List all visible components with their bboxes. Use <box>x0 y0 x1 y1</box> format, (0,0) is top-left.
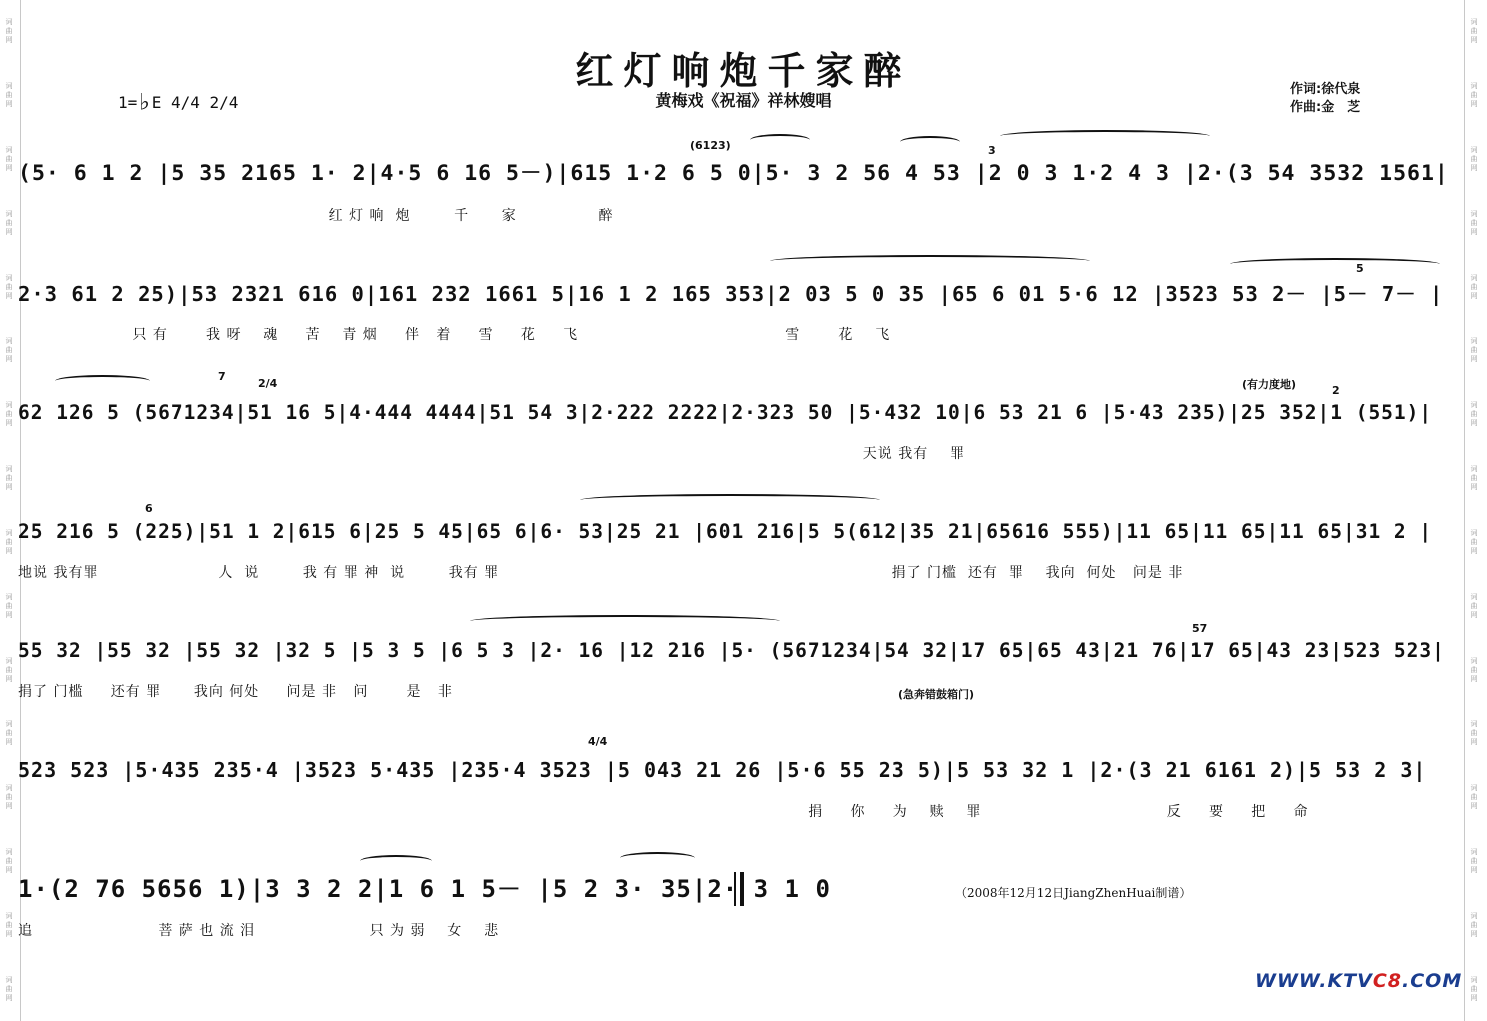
right-edge-watermark <box>1467 0 1481 1021</box>
annotation-forceful: (有力度地) <box>1242 378 1297 391</box>
edge-text: 词曲网 <box>1470 911 1478 938</box>
edge-text: 词曲网 <box>5 146 13 173</box>
edge-text: 词曲网 <box>1470 656 1478 683</box>
edge-text: 词曲网 <box>5 209 13 236</box>
edge-text: 词曲网 <box>1470 847 1478 874</box>
left-edge-watermark <box>2 0 16 1021</box>
slur <box>360 855 432 867</box>
lyrics-row-3: 天说 我有 罪 <box>18 446 966 462</box>
grace-note-2: 2 <box>1332 384 1340 397</box>
grace-note-5: 5 <box>1356 262 1364 275</box>
edge-text: 词曲网 <box>1470 465 1478 492</box>
edge-text: 词曲网 <box>1470 146 1478 173</box>
edge-text: 词曲网 <box>5 273 13 300</box>
annotation-6123: (6123) <box>690 139 731 152</box>
notation-row-5: 55 32 |55 32 |55 32 |32 5 |5 3 5 |6 5 3 |2· 16 |12 216 |5· (5671234|54 32|17 65|65 43|21 76|17 65|43 23|523 523| <box>18 639 1445 662</box>
edge-text: 词曲网 <box>5 911 13 938</box>
watermark-prefix: WWW.KTV <box>1255 970 1373 992</box>
final-barline <box>734 872 744 906</box>
slur <box>1230 258 1440 270</box>
key-prefix: 1= <box>118 93 138 112</box>
edge-text: 词曲网 <box>5 82 13 109</box>
slur <box>1000 130 1210 142</box>
edge-text: 词曲网 <box>1470 528 1478 555</box>
edge-text: 词曲网 <box>5 465 13 492</box>
lyrics-row-1: 红 灯 响 炮 千 家 醉 <box>18 208 614 224</box>
edge-text: 词曲网 <box>5 337 13 364</box>
edge-text: 词曲网 <box>1470 720 1478 747</box>
slur <box>55 375 150 387</box>
notation-row-4: 25 216 5 (225)|51 1 2|615 6|25 5 45|65 6|6· 53|25 21 |601 216|5 5(612|35 21|65616 555)|11 65|11 65|11 65|31 2 | <box>18 520 1433 543</box>
lyrics-row-6: 捐 你 为 赎 罪 反 要 把 命 <box>18 804 1309 820</box>
edge-text: 词曲网 <box>1470 209 1478 236</box>
slur <box>750 134 810 146</box>
notation-row-7: 1·(2 76 5656 1)|3 3 2 2|1 6 1 5－ |5 2 3· 35|2· 3 1 0 <box>18 875 831 903</box>
time-signature: 4/4 2/4 <box>171 93 239 112</box>
edge-text: 词曲网 <box>1470 82 1478 109</box>
transcription-note: （2008年12月12日JiangZhenHuai制谱） <box>955 886 1192 900</box>
grace-note-7: 7 <box>218 370 226 383</box>
annotation-drum: (急奔错鼓箱门) <box>898 688 975 701</box>
edge-text: 词曲网 <box>1470 337 1478 364</box>
edge-text: 词曲网 <box>1470 592 1478 619</box>
slur <box>900 136 960 148</box>
edge-text: 词曲网 <box>5 18 13 45</box>
edge-text: 词曲网 <box>5 592 13 619</box>
edge-text: 词曲网 <box>1470 18 1478 45</box>
score-title: 红灯响炮千家醉 <box>575 48 912 93</box>
site-watermark <box>1255 970 1462 992</box>
edge-text: 词曲网 <box>5 847 13 874</box>
credits <box>1290 81 1360 117</box>
grace-note-6: 6 <box>145 502 153 515</box>
score-subtitle: 黄梅戏《祝福》祥林嫂唱 <box>655 91 832 110</box>
grace-note-57: 57 <box>1192 622 1208 635</box>
edge-text: 词曲网 <box>5 784 13 811</box>
edge-text: 词曲网 <box>1470 401 1478 428</box>
right-border-line <box>1464 0 1465 1021</box>
edge-text: 词曲网 <box>5 720 13 747</box>
time-signature-4-4: 4/4 <box>588 735 608 748</box>
slur <box>580 494 880 506</box>
notation-row-6: 523 523 |5·435 235·4 |3523 5·435 |235·4 3523 |5 043 21 26 |5·6 55 23 5)|5 53 32 1 |2·(3 21 6161 2)|5 53 2 3| <box>18 758 1427 782</box>
notation-row-1: (5· 6 1 2 |5 35 2165 1· 2|4·5 6 16 5－)|615 1·2 6 5 0|5· 3 2 56 4 53 |2 0 3 1·2 4 3 |2·(3 54 3532 1561| <box>18 161 1449 186</box>
left-border-line <box>20 0 21 1021</box>
edge-text: 词曲网 <box>1470 784 1478 811</box>
lyrics-row-4: 地说 我有罪 人 说 我 有 罪 神 说 我有 罪 捐了 门槛 还有 罪 我向 何处 问是 非 <box>18 565 1184 581</box>
slur <box>620 852 695 864</box>
edge-text: 词曲网 <box>5 975 13 1002</box>
time-signature-2-4: 2/4 <box>258 377 278 390</box>
edge-text: 词曲网 <box>1470 975 1478 1002</box>
notation-row-2: 2·3 61 2 25)|53 2321 616 0|161 232 1661 5|16 1 2 165 353|2 03 5 0 35 |65 6 01 5·6 12 |3523 53 2－ |5－ 7－ | <box>18 282 1444 306</box>
key-note: E <box>151 93 162 112</box>
edge-text: 词曲网 <box>5 401 13 428</box>
edge-text: 词曲网 <box>1470 273 1478 300</box>
lyrics-row-5: 捐了 门槛 还有 罪 我向 何处 问是 非 问 是 非 <box>18 684 453 700</box>
key-signature <box>118 88 238 116</box>
lyricist-credit: 作词:徐代泉 <box>1290 82 1361 97</box>
lyrics-row-2: 只 有 我 呀 魂 苦 青 烟 伴 着 雪 花 飞 雪 花 飞 <box>18 327 891 343</box>
edge-text: 词曲网 <box>5 528 13 555</box>
notation-row-3: 62 126 5 (5671234|51 16 5|4·444 4444|51 54 3|2·222 2222|2·323 50 |5·432 10|6 53 21 6 |5·43 235)|25 352|1 (551)| <box>18 401 1433 424</box>
lyrics-row-7: 追 菩 萨 也 流 泪 只 为 弱 女 悲 <box>18 923 500 939</box>
composer-credit: 作曲:金 芝 <box>1290 100 1361 115</box>
grace-note-3: 3 <box>988 144 996 157</box>
slur <box>770 255 1090 267</box>
flat-sign: ♭ <box>137 88 152 116</box>
edge-text: 词曲网 <box>5 656 13 683</box>
watermark-suffix: .COM <box>1402 970 1463 992</box>
watermark-accent: C8 <box>1372 970 1402 992</box>
slur <box>470 615 780 627</box>
